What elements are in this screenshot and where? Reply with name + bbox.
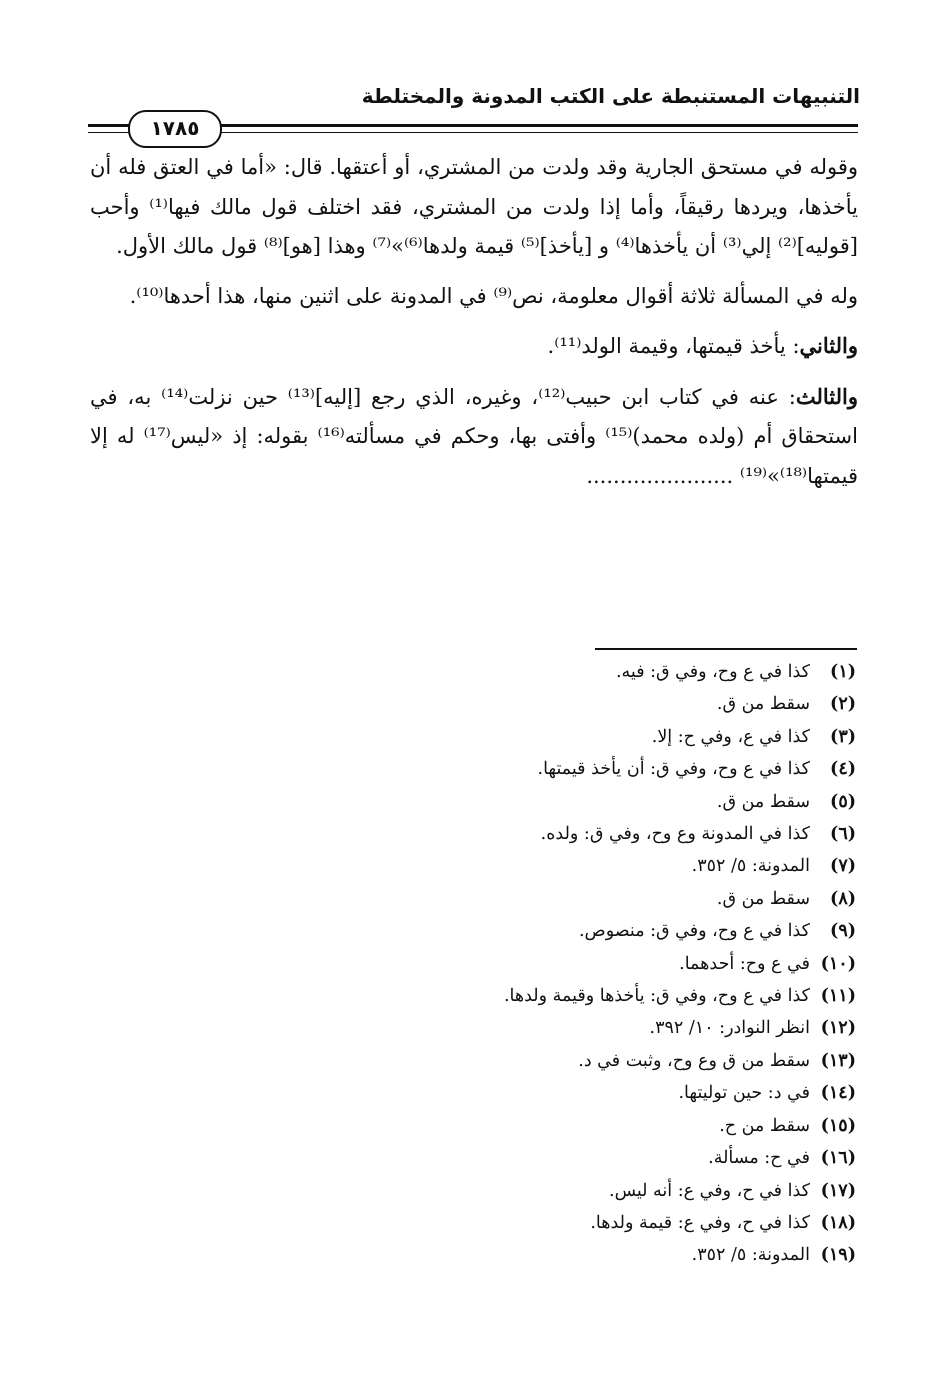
footnote-item [156, 1207, 856, 1239]
footnote-number: (٨) [830, 888, 856, 909]
main-text [90, 148, 858, 506]
footnote-text: في د: حين توليتها. [678, 1083, 810, 1104]
footnote-item [156, 1012, 856, 1044]
continuation-dots: ...................... [586, 463, 734, 488]
footnote-item [156, 1045, 856, 1077]
paragraph-text: وقوله في مستحق الجارية وقد ولدت من المشتري، أو أعتقها. قال: «أما في العتق فله أن يأخذها، ويردها رقيقاً، وأما إذا ولدت من المشتري، فقد اختلف قول مالك فيها⁽¹⁾ وأحب [قوليه]⁽²⁾ إلي⁽³⁾ أن يأخذها⁽⁴⁾ و [يأخذ]⁽⁵⁾ قيمة ولدها⁽⁶⁾»⁽⁷⁾ وهذا [هو]⁽⁸⁾ قول مالك الأول. [90, 155, 858, 258]
footnote-text: سقط من ق. [716, 888, 810, 909]
footnote-number: (١) [830, 662, 856, 682]
paragraph-text: : عنه في كتاب ابن حبيب⁽¹²⁾، وغيره، الذي رجع [إليه]⁽¹³⁾ حين نزلت⁽¹⁴⁾ به، في استحقاق أم (ولده محمد)⁽¹⁵⁾ وأفتى بها، وحكم في مسألته⁽¹⁶⁾ بقوله: إذ «ليس⁽¹⁷⁾ له إلا قيمتها⁽¹⁸⁾»⁽¹⁹⁾ [90, 384, 858, 488]
footnote-item [156, 1175, 856, 1207]
footnote-item [156, 688, 856, 720]
footnote-text: في ع وح: أحدهما. [679, 953, 810, 974]
footnote-text: كذا في ح، وفي ع: أنه ليس. [609, 1180, 810, 1201]
footnote-text: سقط من ح. [719, 1115, 810, 1136]
footnote-number: (٤) [830, 759, 856, 780]
footnote-item [156, 883, 856, 915]
footnote-number: (١٤) [820, 1083, 856, 1104]
footnote-text: كذا في ع وح، وفي ق: منصوص. [578, 921, 810, 942]
footnote-item [156, 1239, 856, 1271]
footnote-item [156, 850, 856, 882]
page-number: ١٧٨٥ [128, 110, 222, 148]
footnote-number: (١٥) [820, 1115, 856, 1136]
footnote-number: (١٣) [820, 1050, 856, 1071]
footnote-number: (٦) [830, 824, 856, 845]
footnote-number: (٣) [830, 726, 856, 747]
footnote-number: (١٧) [820, 1180, 856, 1201]
paragraph-1 [90, 148, 858, 267]
footnotes-list [156, 656, 856, 1272]
footnote-number: (١٠) [820, 953, 856, 974]
footnote-number: (١٩) [820, 1245, 856, 1266]
footnote-separator [595, 648, 857, 650]
footnote-number: (١١) [820, 986, 856, 1007]
footnote-text: كذا في المدونة وع وح، وفي ق: ولده. [540, 824, 810, 845]
footnote-text: المدونة: ٥/ ٣٥٢. [691, 1245, 810, 1266]
paragraph-2 [90, 277, 858, 317]
footnote-number: (٩) [830, 921, 856, 942]
paragraph-lead: والثاني [799, 333, 858, 358]
footnote-item [156, 753, 856, 785]
running-title: التنبيهات المستنبطة على الكتب المدونة والمختلطة [361, 84, 860, 108]
footnote-number: (١٦) [820, 1148, 856, 1169]
paragraph-4 [90, 377, 858, 497]
footnote-text: كذا في ع، وفي ح: إلا. [651, 726, 810, 747]
footnote-text: كذا في ع وح، وفي ق: أن يأخذ قيمتها. [537, 759, 810, 780]
footnote-item [156, 1142, 856, 1174]
paragraph-text: وله في المسألة ثلاثة أقوال معلومة، نص⁽⁹⁾ في المدونة على اثنين منها، هذا أحدها⁽¹⁰⁾. [129, 283, 858, 308]
footnote-text: كذا في ع وح، وفي ق: يأخذها وقيمة ولدها. [503, 986, 810, 1007]
footnote-item [156, 980, 856, 1012]
footnote-item [156, 818, 856, 850]
footnote-number: (٧) [830, 856, 856, 877]
footnote-item [156, 1077, 856, 1109]
footnote-number: (١٨) [820, 1212, 856, 1233]
footnote-text: كذا في ح، وفي ع: قيمة ولدها. [590, 1212, 810, 1233]
footnote-text: في ح: مسألة. [708, 1148, 810, 1169]
footnote-number: (١٢) [820, 1018, 856, 1039]
footnote-text: سقط من ق. [716, 694, 810, 715]
footnote-item [156, 656, 856, 688]
footnote-text: سقط من ق وع وح، وثبت في د. [578, 1050, 810, 1071]
footnote-text: سقط من ق. [716, 791, 810, 812]
footnote-item [156, 948, 856, 980]
footnote-item [156, 721, 856, 753]
footnote-text: المدونة: ٥/ ٣٥٢. [691, 856, 810, 877]
paragraph-3 [90, 326, 858, 367]
paragraph-text: : يأخذ قيمتها، وقيمة الولد⁽¹¹⁾. [547, 334, 800, 358]
footnote-text: كذا في ع وح، وفي ق: فيه. [615, 662, 810, 682]
footnote-number: (٥) [830, 791, 856, 812]
footnote-text: انظر النوادر: ١٠/ ٣٩٢. [649, 1018, 810, 1039]
footnote-number: (٢) [830, 694, 856, 715]
footnote-item [156, 915, 856, 947]
paragraph-lead: والثالث [795, 383, 859, 409]
footnote-item [156, 1110, 856, 1142]
footnote-item [156, 786, 856, 818]
